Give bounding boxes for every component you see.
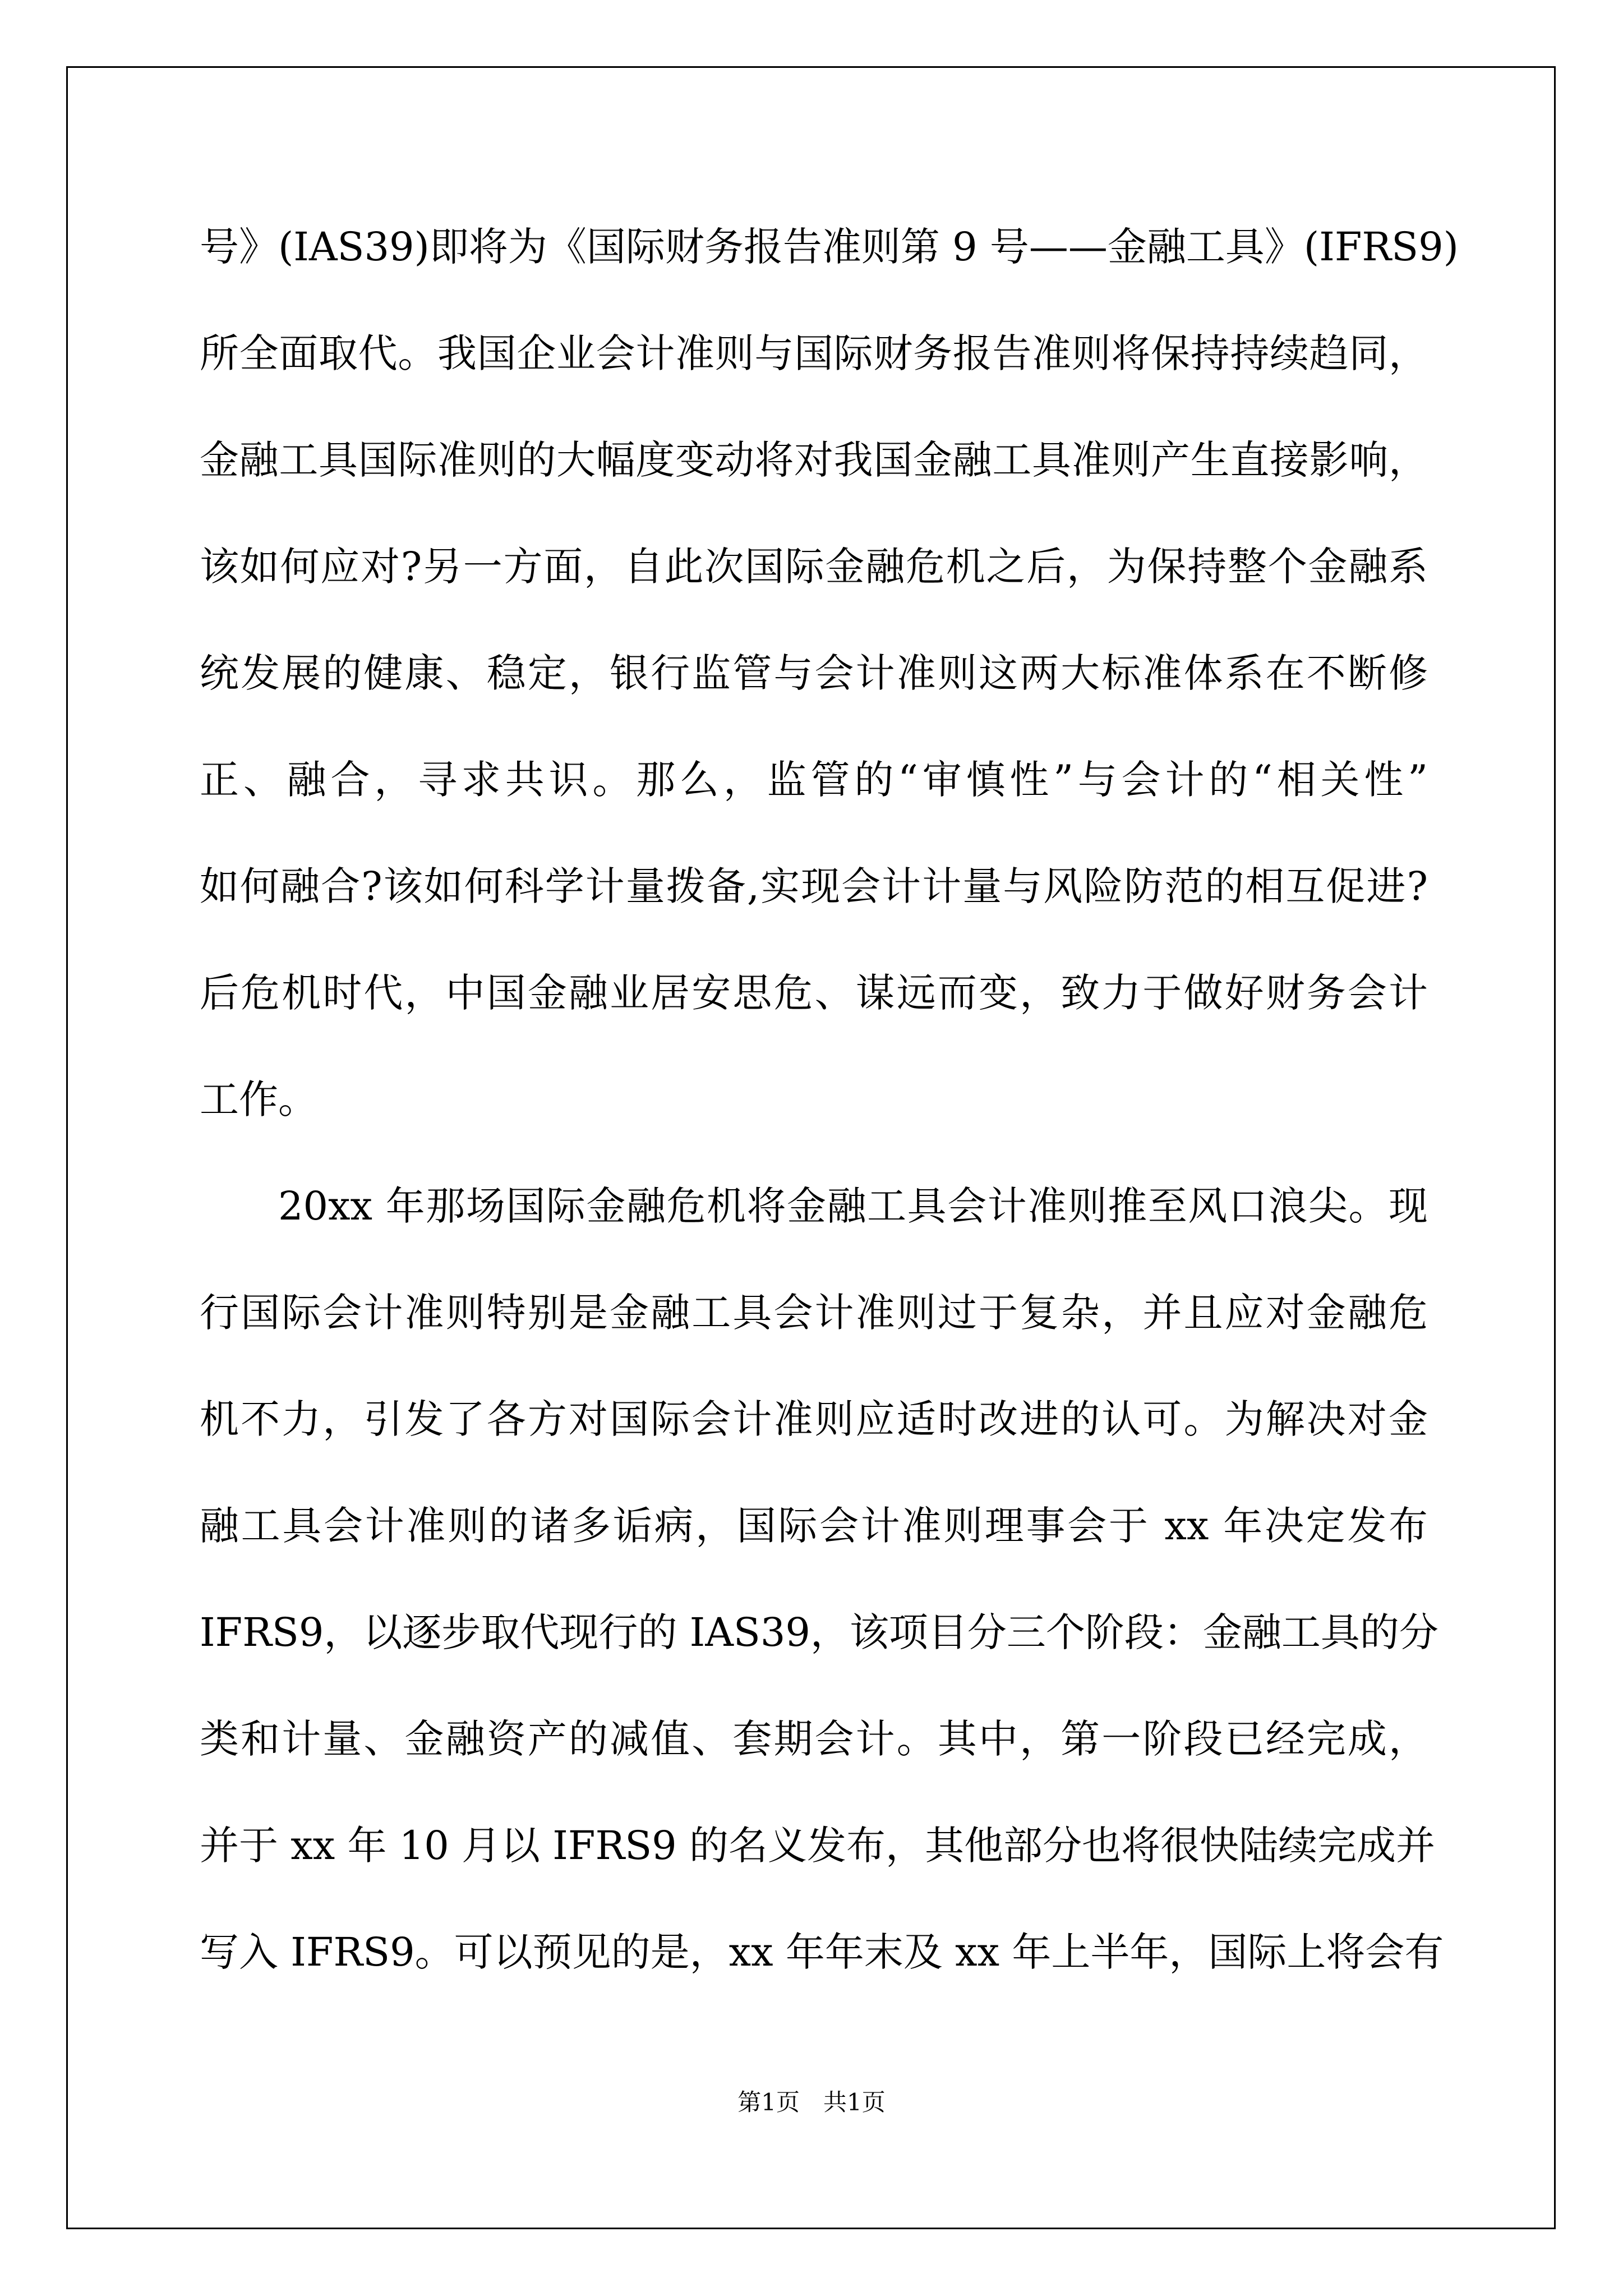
text-line: 如何融合?该如何科学计量拨备,实现会计计量与风险防范的相互促进?	[200, 863, 1428, 909]
page-number: 第1页 共1页	[737, 2088, 886, 2116]
text-line: 行国际会计准则特别是金融工具会计准则过于复杂，并且应对金融危	[200, 1290, 1428, 1336]
text-line: 写入 IFRS9。可以预见的是，xx 年年末及 xx 年上半年，国际上将会有	[200, 1929, 1444, 1975]
text-line: 号》(IAS39)即将为《国际财务报告准则第 9 号——金融工具》(IFRS9)	[200, 224, 1459, 270]
text-line: 并于 xx 年 10 月以 IFRS9 的名义发布，其他部分也将很快陆续完成并	[200, 1823, 1435, 1869]
text-line: 该如何应对?另一方面，自此次国际金融危机之后，为保持整个金融系	[200, 544, 1428, 590]
text-line: 正、融合，寻求共识。那么，监管的“审慎性”与会计的“相关性”	[200, 757, 1428, 803]
text-line: 工作。	[200, 1076, 317, 1122]
text-line: 后危机时代，中国金融业居安思危、谋远而变，致力于做好财务会计	[200, 970, 1428, 1016]
text-line: 融工具会计准则的诸多诟病，国际会计准则理事会于 xx 年决定发布	[200, 1503, 1428, 1549]
page-border	[66, 66, 1556, 2229]
text-line: 金融工具国际准则的大幅度变动将对我国金融工具准则产生直接影响，	[200, 437, 1428, 483]
text-line: IFRS9，以逐步取代现行的 IAS39，该项目分三个阶段：金融工具的分	[200, 1609, 1438, 1655]
text-line: 统发展的健康、稳定，银行监管与会计准则这两大标准体系在不断修	[200, 650, 1428, 696]
text-line: 机不力，引发了各方对国际会计准则应适时改进的认可。为解决对金	[200, 1396, 1428, 1442]
text-line: 所全面取代。我国企业会计准则与国际财务报告准则将保持持续趋同，	[200, 330, 1428, 376]
text-line: 20xx 年那场国际金融危机将金融工具会计准则推至风口浪尖。现	[278, 1183, 1428, 1229]
text-line: 类和计量、金融资产的减值、套期会计。其中，第一阶段已经完成，	[200, 1716, 1428, 1762]
